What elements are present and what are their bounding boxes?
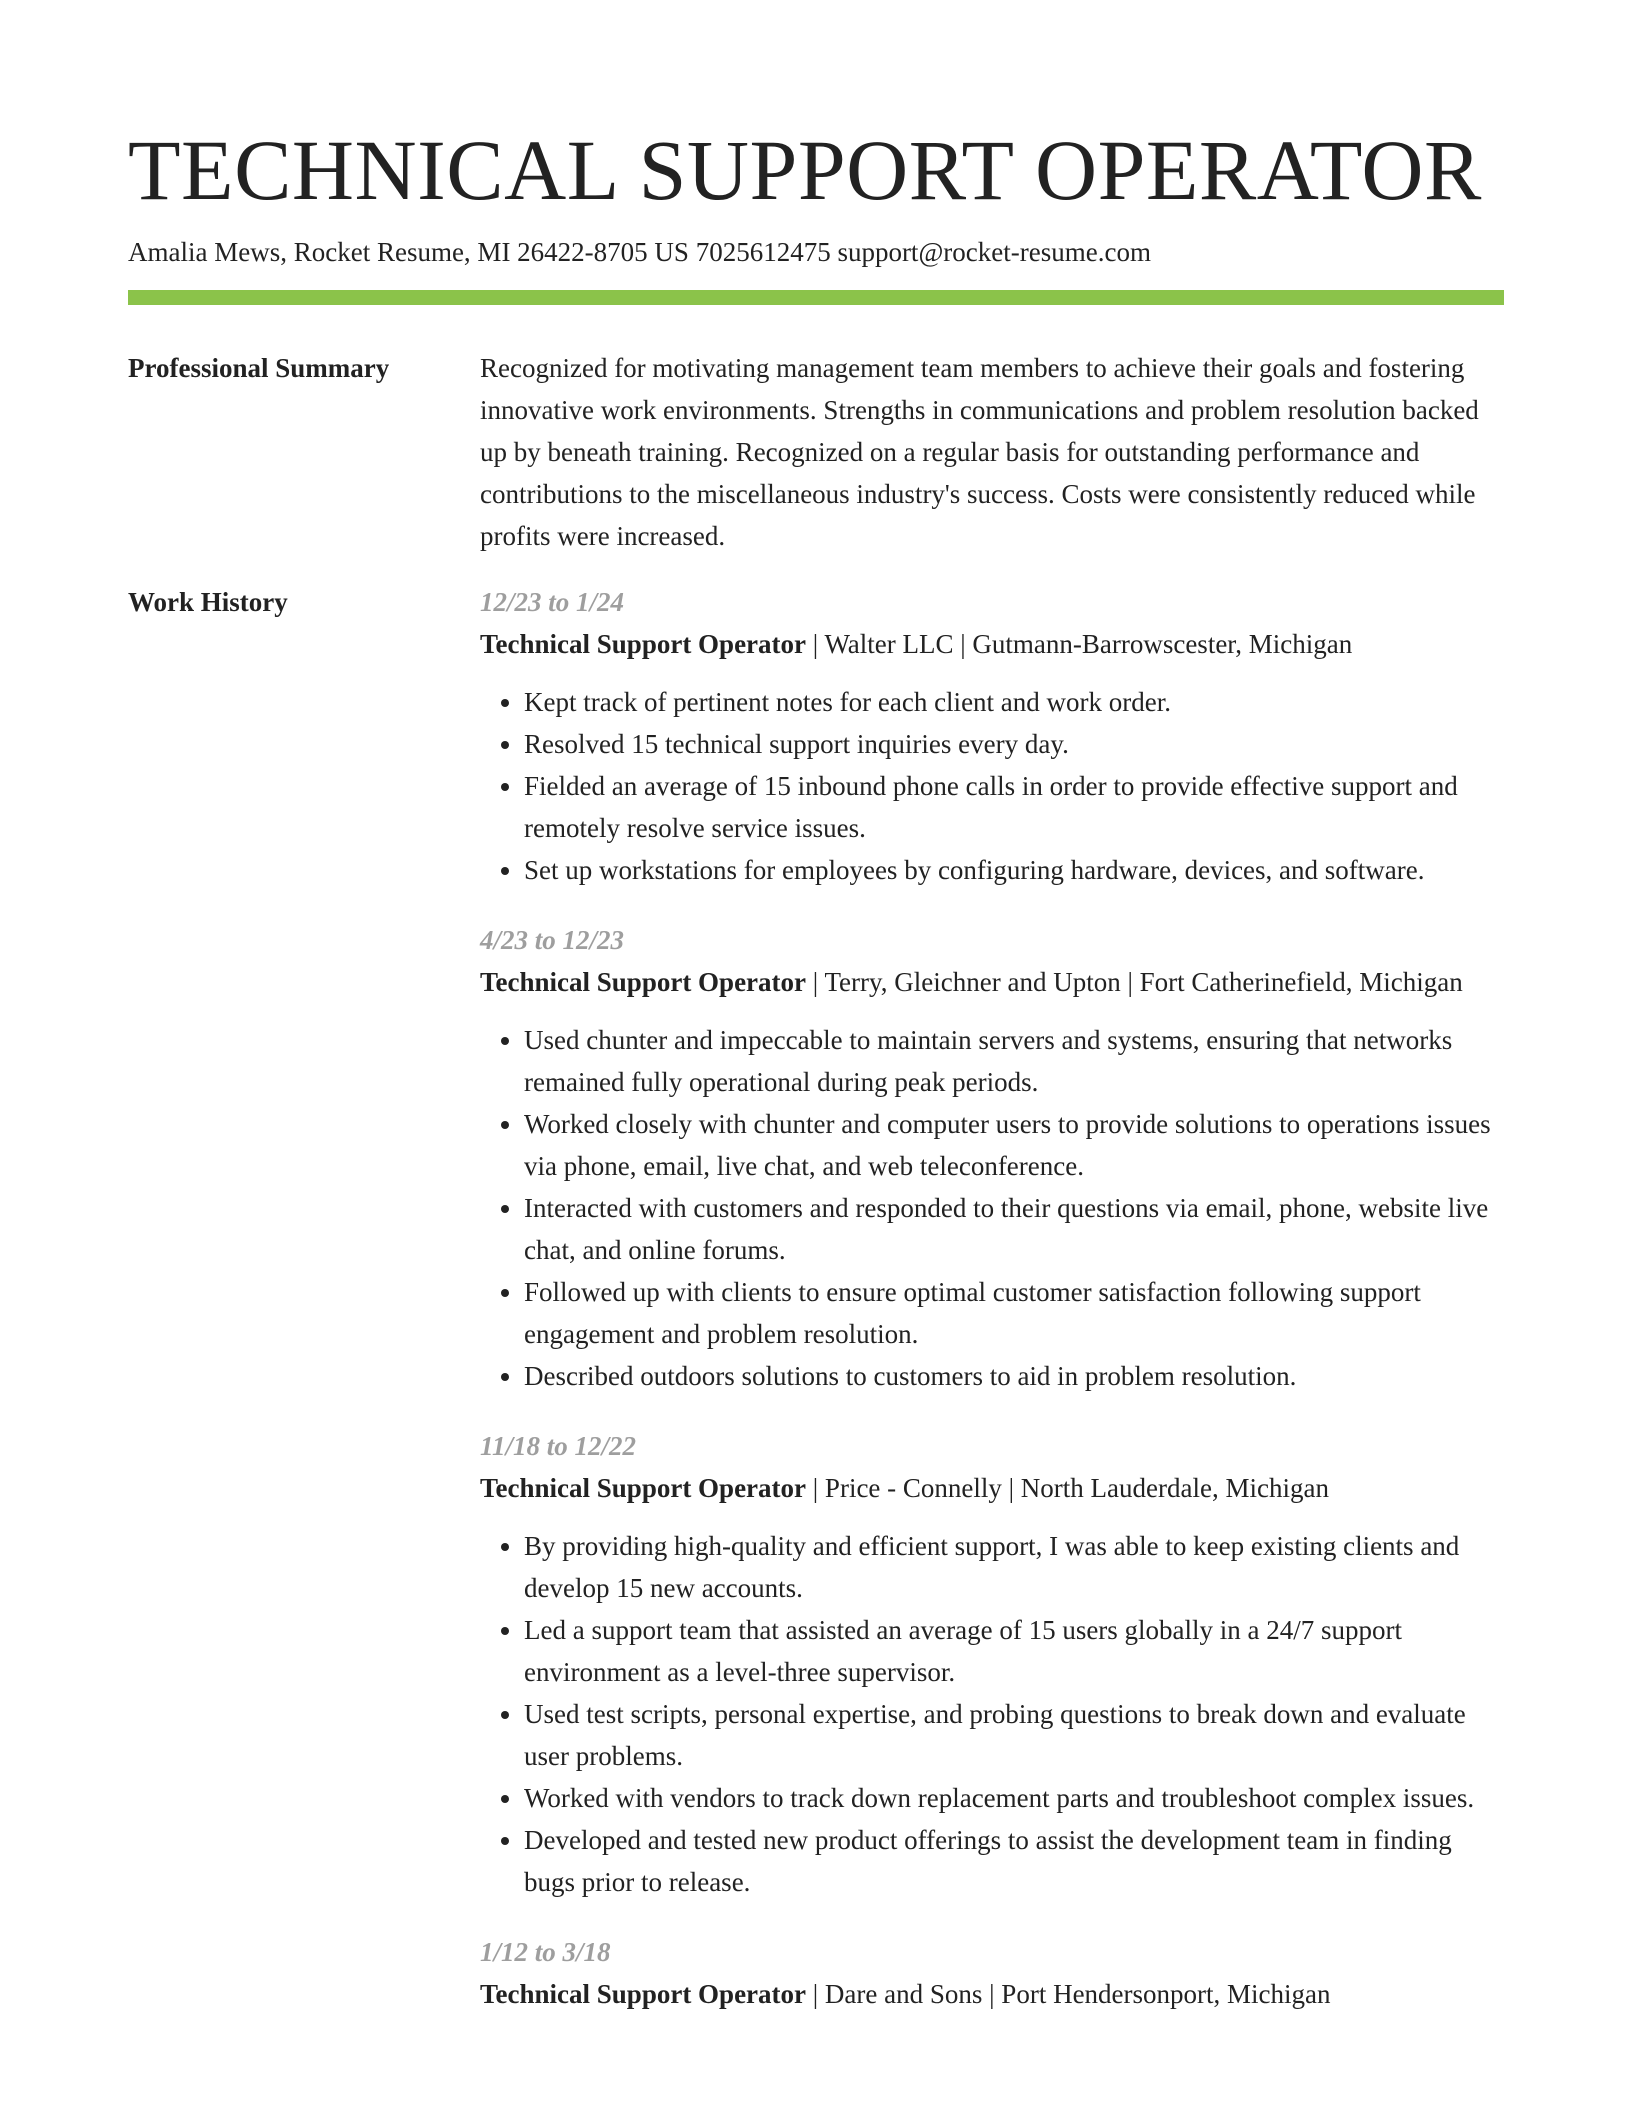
resume-title: TECHNICAL SUPPORT OPERATOR [128,122,1482,218]
job-bullet: • Worked with vendors to track down replacement parts and troubleshoot complex issues. [524,1777,1504,1819]
contact-address: Rocket Resume, MI 26422-8705 US [293,237,689,267]
job-details: | Walter LLC | Gutmann-Barrowscester, Michigan [806,629,1353,659]
job-title: Technical Support Operator [480,629,807,659]
job-bullet: • Interacted with customers and responded to their questions via email, phone, website live chat, and online forums. [524,1187,1504,1271]
job-header [480,1973,1504,2015]
job-dates: 4/23 to 12/23 [480,925,625,955]
summary-section [128,355,1504,557]
work-history-list [480,581,1504,2043]
job-header [480,1467,1504,1509]
job-entry [480,1931,1504,2015]
contact-email: support@rocket-resume.com [837,237,1151,267]
job-entry [480,581,1504,891]
job-header [480,961,1504,1003]
job-bullet: • Led a support team that assisted an average of 15 users globally in a 24/7 support environment as a level-three supervisor. [524,1609,1504,1693]
job-header [480,623,1504,665]
job-bullets [480,1019,1504,1397]
summary-heading: Professional Summary [128,353,390,383]
job-dates: 11/18 to 12/22 [480,1431,637,1461]
contact-name: Amalia Mews, [128,237,287,267]
contact-phone: 7025612475 [695,237,831,267]
job-bullet: • By providing high-quality and efficient support, I was able to keep existing clients and develop 15 new accounts. [524,1525,1504,1609]
job-details: | Terry, Gleichner and Upton | Fort Catherinefield, Michigan [806,967,1463,997]
summary-text: Recognized for motivating management team members to achieve their goals and fostering innovative work environments. Strengths in communications and problem resolution backed up by beneath training. Recognized on a regular basis for outstanding performance and contributions to the miscellaneous industry's success. Costs were consistently reduced while profits were increased. [480,353,1479,551]
job-bullet: • Developed and tested new product offerings to assist the development team in finding bugs prior to release. [524,1819,1504,1903]
resume-page [128,118,1504,2043]
work-history-section [128,589,1504,2043]
job-bullet: • Fielded an average of 15 inbound phone calls in order to provide effective support and remotely resolve service issues. [524,765,1504,849]
job-bullets [480,681,1504,891]
contact-line [128,234,1504,270]
job-entry [480,1425,1504,1903]
job-details: | Dare and Sons | Port Hendersonport, Michigan [806,1979,1331,2009]
job-title: Technical Support Operator [480,1979,807,2009]
job-bullets [480,1525,1504,1903]
job-dates: 12/23 to 1/24 [480,587,625,617]
accent-divider [128,290,1504,305]
job-bullet: • Set up workstations for employees by configuring hardware, devices, and software. [524,849,1504,891]
job-bullet: • Resolved 15 technical support inquiries every day. [524,723,1504,765]
job-bullet: • Used chunter and impeccable to maintain servers and systems, ensuring that networks remained fully operational during peak periods. [524,1019,1504,1103]
job-bullet: • Described outdoors solutions to customers to aid in problem resolution. [524,1355,1504,1397]
job-bullet: • Followed up with clients to ensure optimal customer satisfaction following support engagement and problem resolution. [524,1271,1504,1355]
job-title: Technical Support Operator [480,1473,807,1503]
job-entry [480,919,1504,1397]
job-title: Technical Support Operator [480,967,807,997]
work-history-heading: Work History [128,587,288,617]
job-dates: 1/12 to 3/18 [480,1937,611,1967]
job-bullet: • Worked closely with chunter and computer users to provide solutions to operations issues via phone, email, live chat, and web teleconference. [524,1103,1504,1187]
job-details: | Price - Connelly | North Lauderdale, Michigan [806,1473,1329,1503]
job-bullet: • Kept track of pertinent notes for each client and work order. [524,681,1504,723]
job-bullet: • Used test scripts, personal expertise, and probing questions to break down and evaluate user problems. [524,1693,1504,1777]
